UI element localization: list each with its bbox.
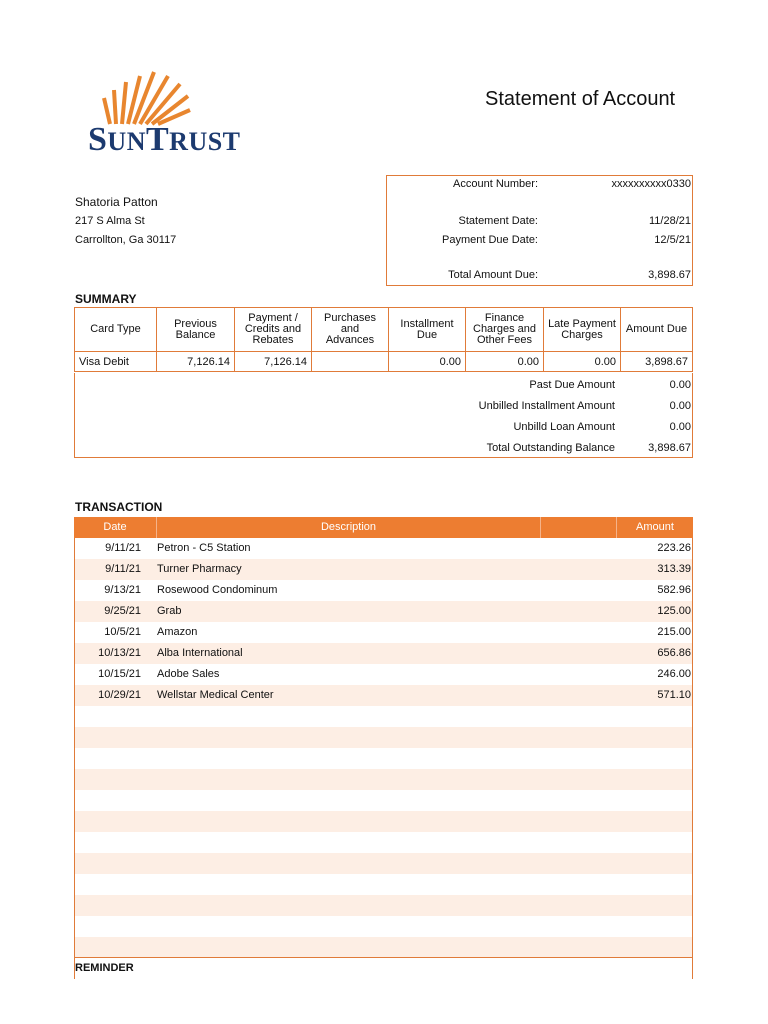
summary-cell: 7,126.14 bbox=[235, 352, 312, 372]
total-due-label: Total Amount Due: bbox=[448, 269, 538, 281]
transaction-date: 9/11/21 bbox=[105, 563, 141, 575]
transaction-row bbox=[75, 790, 692, 811]
reminder-divider bbox=[74, 957, 693, 958]
transaction-row bbox=[75, 895, 692, 916]
transaction-date: 9/11/21 bbox=[105, 542, 141, 554]
transaction-amount: 656.86 bbox=[657, 647, 691, 659]
transaction-row bbox=[75, 937, 692, 958]
transaction-amount: 313.39 bbox=[657, 563, 691, 575]
description-column-header: Description bbox=[320, 521, 377, 533]
summary-cell: 0.00 bbox=[389, 352, 466, 372]
transaction-row bbox=[75, 832, 692, 853]
summary-header-row bbox=[75, 308, 693, 352]
summary-cell: 0.00 bbox=[544, 352, 621, 372]
summary-cell: 3,898.67 bbox=[621, 352, 693, 372]
summary-table bbox=[74, 307, 693, 372]
account-number-label: Account Number: bbox=[453, 178, 538, 190]
transaction-amount: 125.00 bbox=[657, 605, 691, 617]
summary-totals-box bbox=[74, 373, 693, 458]
transaction-date: 9/13/21 bbox=[104, 584, 141, 596]
totals-row bbox=[75, 396, 692, 417]
totals-value: 0.00 bbox=[669, 400, 691, 412]
transaction-amount: 215.00 bbox=[657, 626, 691, 638]
transaction-description: Adobe Sales bbox=[157, 668, 220, 680]
customer-address-line1: 217 S Alma St bbox=[75, 215, 145, 227]
header-divider bbox=[540, 517, 541, 538]
transaction-amount: 582.96 bbox=[657, 584, 691, 596]
transaction-row bbox=[75, 643, 692, 664]
transaction-row bbox=[75, 769, 692, 790]
summary-header-cell: Payment / Credits and Rebates bbox=[235, 308, 312, 352]
transaction-description: Rosewood Condominum bbox=[157, 584, 278, 596]
summary-header-cell: Installment Due bbox=[389, 308, 466, 352]
transaction-heading: TRANSACTION bbox=[75, 500, 163, 514]
transaction-description: Grab bbox=[157, 605, 182, 617]
transaction-amount: 223.26 bbox=[657, 542, 691, 554]
totals-row bbox=[75, 438, 692, 459]
transaction-date: 9/25/21 bbox=[104, 605, 141, 617]
transaction-row bbox=[75, 853, 692, 874]
transaction-row bbox=[75, 727, 692, 748]
summary-header-cell: Previous Balance bbox=[157, 308, 235, 352]
payment-due-value: 12/5/21 bbox=[654, 234, 691, 246]
totals-label: Unbilld Loan Amount bbox=[513, 421, 615, 433]
totals-value: 0.00 bbox=[669, 379, 691, 391]
summary-header-cell: Amount Due bbox=[621, 308, 693, 352]
transaction-row bbox=[75, 538, 692, 559]
transaction-row bbox=[75, 748, 692, 769]
account-info-box bbox=[386, 175, 693, 286]
transaction-row bbox=[75, 916, 692, 937]
transaction-description: Alba International bbox=[157, 647, 243, 659]
statement-date-value: 11/28/21 bbox=[648, 215, 691, 227]
transaction-date: 10/5/21 bbox=[104, 626, 141, 638]
transaction-date: 10/15/21 bbox=[98, 668, 141, 680]
totals-value: 0.00 bbox=[669, 421, 691, 433]
transaction-row bbox=[75, 601, 692, 622]
transaction-row bbox=[75, 622, 692, 643]
summary-header-cell: Finance Charges and Other Fees bbox=[466, 308, 544, 352]
transaction-amount: 571.10 bbox=[657, 689, 691, 701]
customer-address-line2: Carrollton, Ga 30117 bbox=[75, 234, 177, 246]
transaction-description: Petron - C5 Station bbox=[157, 542, 251, 554]
totals-label: Past Due Amount bbox=[529, 379, 615, 391]
summary-cell bbox=[312, 352, 389, 372]
summary-cell: 0.00 bbox=[466, 352, 544, 372]
summary-data-row bbox=[75, 352, 693, 372]
customer-name: Shatoria Patton bbox=[75, 195, 158, 209]
transaction-date: 10/29/21 bbox=[98, 689, 141, 701]
totals-row bbox=[75, 375, 692, 396]
transaction-rows bbox=[75, 538, 692, 958]
transaction-description: Turner Pharmacy bbox=[157, 563, 242, 575]
transaction-header-row bbox=[74, 517, 693, 538]
totals-label: Unbilled Installment Amount bbox=[478, 400, 615, 412]
suntrust-wordmark: SUNTRUST bbox=[88, 121, 241, 158]
date-column-header: Date bbox=[103, 521, 127, 533]
totals-row bbox=[75, 417, 692, 438]
transaction-row bbox=[75, 685, 692, 706]
transaction-description: Amazon bbox=[157, 626, 198, 638]
totals-value: 3,898.67 bbox=[648, 442, 691, 454]
suntrust-sunburst-icon bbox=[102, 68, 192, 126]
totals-label: Total Outstanding Balance bbox=[486, 442, 615, 454]
statement-date-label: Statement Date: bbox=[458, 215, 538, 227]
total-due-value: 3,898.67 bbox=[648, 269, 691, 281]
amount-column-header: Amount bbox=[636, 521, 674, 533]
transaction-amount: 246.00 bbox=[657, 668, 691, 680]
summary-header-cell: Purchases and Advances bbox=[312, 308, 389, 352]
transaction-date: 10/13/21 bbox=[98, 647, 141, 659]
summary-header-cell: Late Payment Charges bbox=[544, 308, 621, 352]
summary-header-cell: Card Type bbox=[75, 308, 157, 352]
transaction-row bbox=[75, 580, 692, 601]
transaction-row bbox=[75, 811, 692, 832]
reminder-heading: REMINDER bbox=[75, 962, 134, 974]
summary-cell: Visa Debit bbox=[75, 352, 157, 372]
transaction-row bbox=[75, 874, 692, 895]
statement-title: Statement of Account bbox=[485, 88, 676, 110]
transaction-row bbox=[75, 706, 692, 727]
payment-due-label: Payment Due Date: bbox=[442, 234, 538, 246]
transaction-row bbox=[75, 559, 692, 580]
transaction-row bbox=[75, 664, 692, 685]
summary-cell: 7,126.14 bbox=[157, 352, 235, 372]
account-number-value: xxxxxxxxxx0330 bbox=[611, 178, 691, 190]
transaction-description: Wellstar Medical Center bbox=[157, 689, 274, 701]
summary-heading: SUMMARY bbox=[75, 292, 137, 306]
